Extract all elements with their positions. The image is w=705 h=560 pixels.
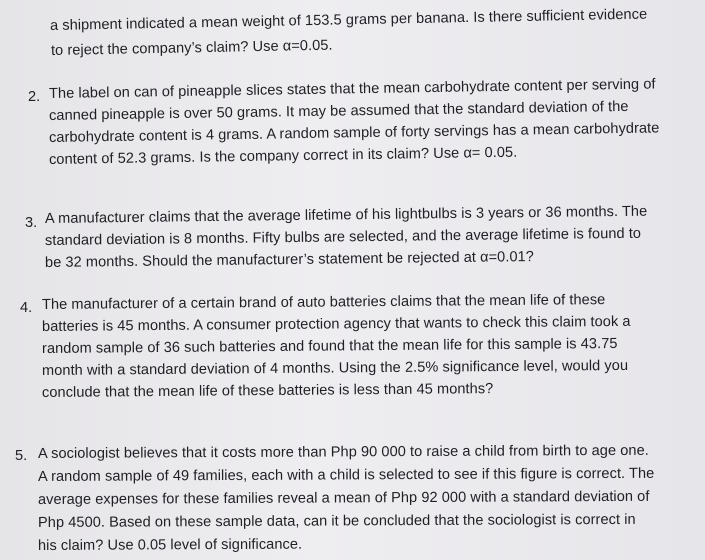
intro-line-1: a shipment indicated a mean weight of 153.5 grams per banana. Is there sufficient evidence xyxy=(49,6,648,34)
problem-3-line-2: standard deviation is 8 months. Fifty bulbs are selected, and the average lifetime is found to xyxy=(44,225,642,249)
problem-4-line-3: random sample of 36 such batteries and found that the mean life for this sample is 43.75 xyxy=(41,335,618,357)
problem-3-number: 3. xyxy=(25,215,38,231)
problem-2-line-4: content of 52.3 grams. Is the company correct in its claim? Use α= 0.05. xyxy=(48,144,518,168)
problem-4-line-1: The manufacturer of a certain brand of auto batteries claims that the mean life of these xyxy=(41,292,606,313)
problem-2-number: 2. xyxy=(28,89,41,105)
problem-5-line-3: average expenses for these families reveal a mean of Php 92 000 with a standard deviation of xyxy=(37,488,650,508)
problem-5-line-2: A random sample of 49 families, each with a child is selected to see if this figure is correct. The xyxy=(37,465,655,485)
problem-2-line-1: The label on can of pineapple slices states that the mean carbohydrate content per serving of xyxy=(48,76,656,102)
problem-2-line-3: carbohydrate content is 4 grams. A random sample of forty servings has a mean carbohydrate xyxy=(48,120,660,146)
problem-3-line-1: A manufacturer claims that the average lifetime of his lightbulbs is 3 years or 36 months. The xyxy=(44,203,648,227)
problem-3-line-3: be 32 months. Should the manufacturer’s statement be rejected at α=0.01? xyxy=(44,249,534,271)
problem-4-number: 4. xyxy=(20,300,33,316)
problem-5-line-1: A sociologist believes that it costs more than Php 90 000 to raise a child from birth to age one. xyxy=(37,442,649,462)
problem-2-line-2: canned pineapple is over 50 grams. It may be assumed that the standard deviation of the xyxy=(48,98,629,124)
problem-5-line-4: Php 4500. Based on these sample data, can it be concluded that the sociologist is correct in xyxy=(37,511,636,531)
intro-line-2: to reject the company’s claim? Use α=0.05. xyxy=(50,37,333,59)
problem-5-number: 5. xyxy=(15,448,28,464)
problem-4-line-5: conclude that the mean life of these batteries is less than 45 months? xyxy=(41,381,494,401)
problem-4-line-4: month with a standard deviation of 4 months. Using the 2.5% significance level, would you xyxy=(41,357,629,379)
problem-4-line-2: batteries is 45 months. A consumer protection agency that wants to check this claim took a xyxy=(41,313,631,335)
problem-5-line-5: his claim? Use 0.05 level of significance. xyxy=(37,536,303,554)
